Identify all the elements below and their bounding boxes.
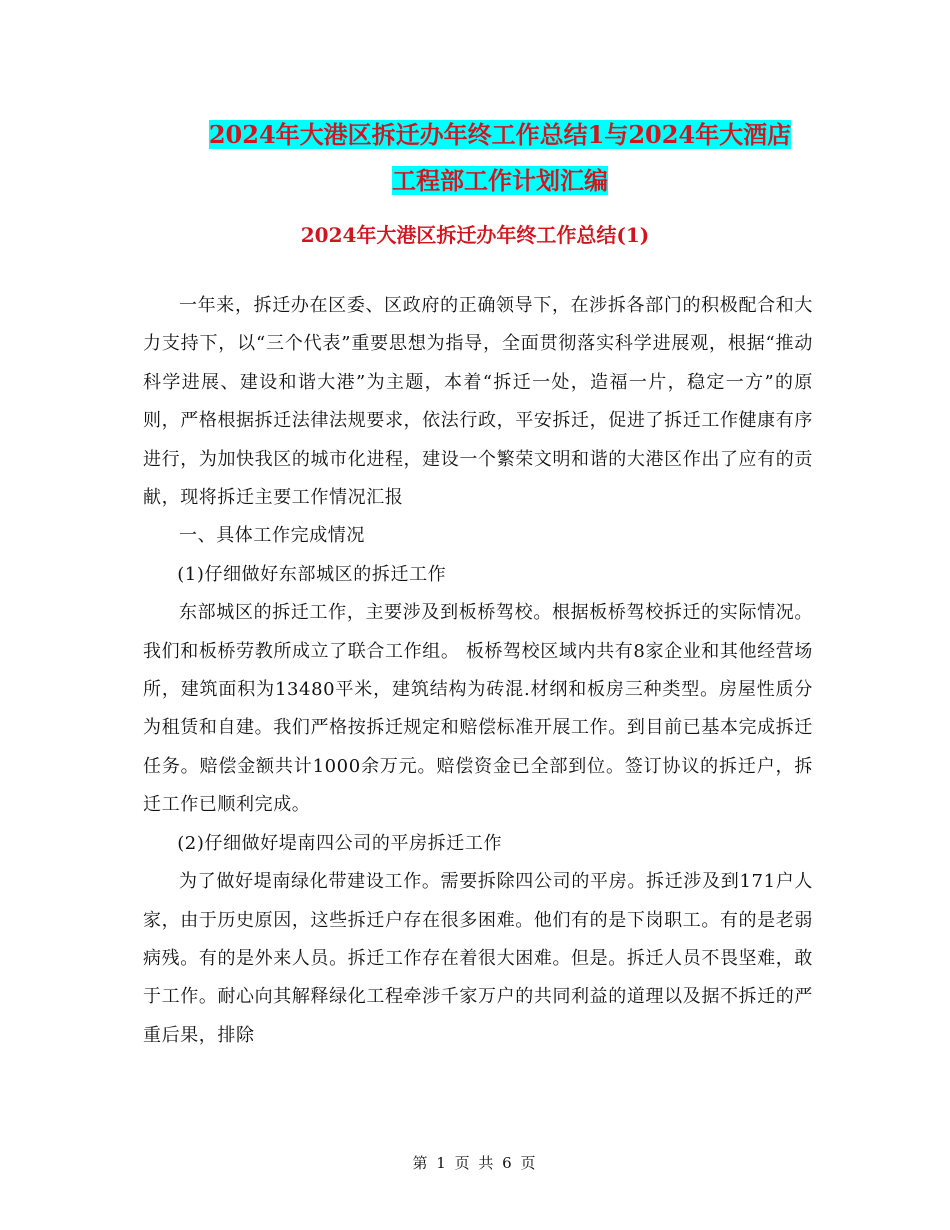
paragraph-item-2: 为了做好堤南绿化带建设工作。需要拆除四公司的平房。拆迁涉及到171户人家，由于历史原因，这些拆迁户存在很多困难。他们有的是下岗职工。有的是老弱病残。有的是外来人员。拆迁工作存在着很大困难。但是。拆迁人员不畏坚难，敢于工作。耐心向其解释绿化工程牵涉千家万户的共同利益的道理以及据不拆迁的严重后果，排除: [143, 871, 813, 1046]
document-title: [150, 112, 850, 204]
heading-item-2: (2)仔细做好堤南四公司的平房拆迁工作: [177, 832, 503, 854]
title-line-2: 工程部工作计划汇编: [392, 166, 608, 195]
title-line-1: 2024年大港区拆迁办年终工作总结1与2024年大酒店: [208, 120, 792, 149]
page-footer: 第 1 页 共 6 页: [412, 1154, 538, 1172]
paragraph-intro: 一年来，拆迁办在区委、区政府的正确领导下，在涉拆各部门的积极配合和大力支持下，以“三个代表”重要思想为指导，全面贯彻落实科学进展观，根据“推动科学进展、建设和谐大港”为主题，本着“拆迁一处，造福一片，稳定一方”的原则，严格根据拆迁法律法规要求，依法行政，平安拆迁，促进了拆迁工作健康有序进行，为加快我区的城市化进程，建设一个繁荣文明和谐的大港区作出了应有的贡献，现将拆迁主要工作情况汇报: [143, 295, 813, 509]
paragraph-item-1: 东部城区的拆迁工作，主要涉及到板桥驾校。根据板桥驾校拆迁的实际情况。我们和板桥劳教所成立了联合工作组。 板桥驾校区域内共有8家企业和其他经营场所，建筑面积为13480平米，建筑结构为砖混.材纲和板房三种类型。房屋性质分为租赁和自建。我们严格按拆迁规定和赔偿标准开展工作。到目前已基本完成拆迁任务。赔偿金额共计1000余万元。赔偿资金已全部到位。签订协议的拆迁户，拆迁工作已顺利完成。: [143, 602, 813, 816]
section-title: 2024年大港区拆迁办年终工作总结(1): [300, 223, 650, 247]
document-body: [143, 287, 813, 1055]
heading-item-1: (1)仔细做好东部城区的拆迁工作: [177, 563, 447, 585]
heading-section-1: 一、具体工作完成情况: [179, 525, 365, 547]
